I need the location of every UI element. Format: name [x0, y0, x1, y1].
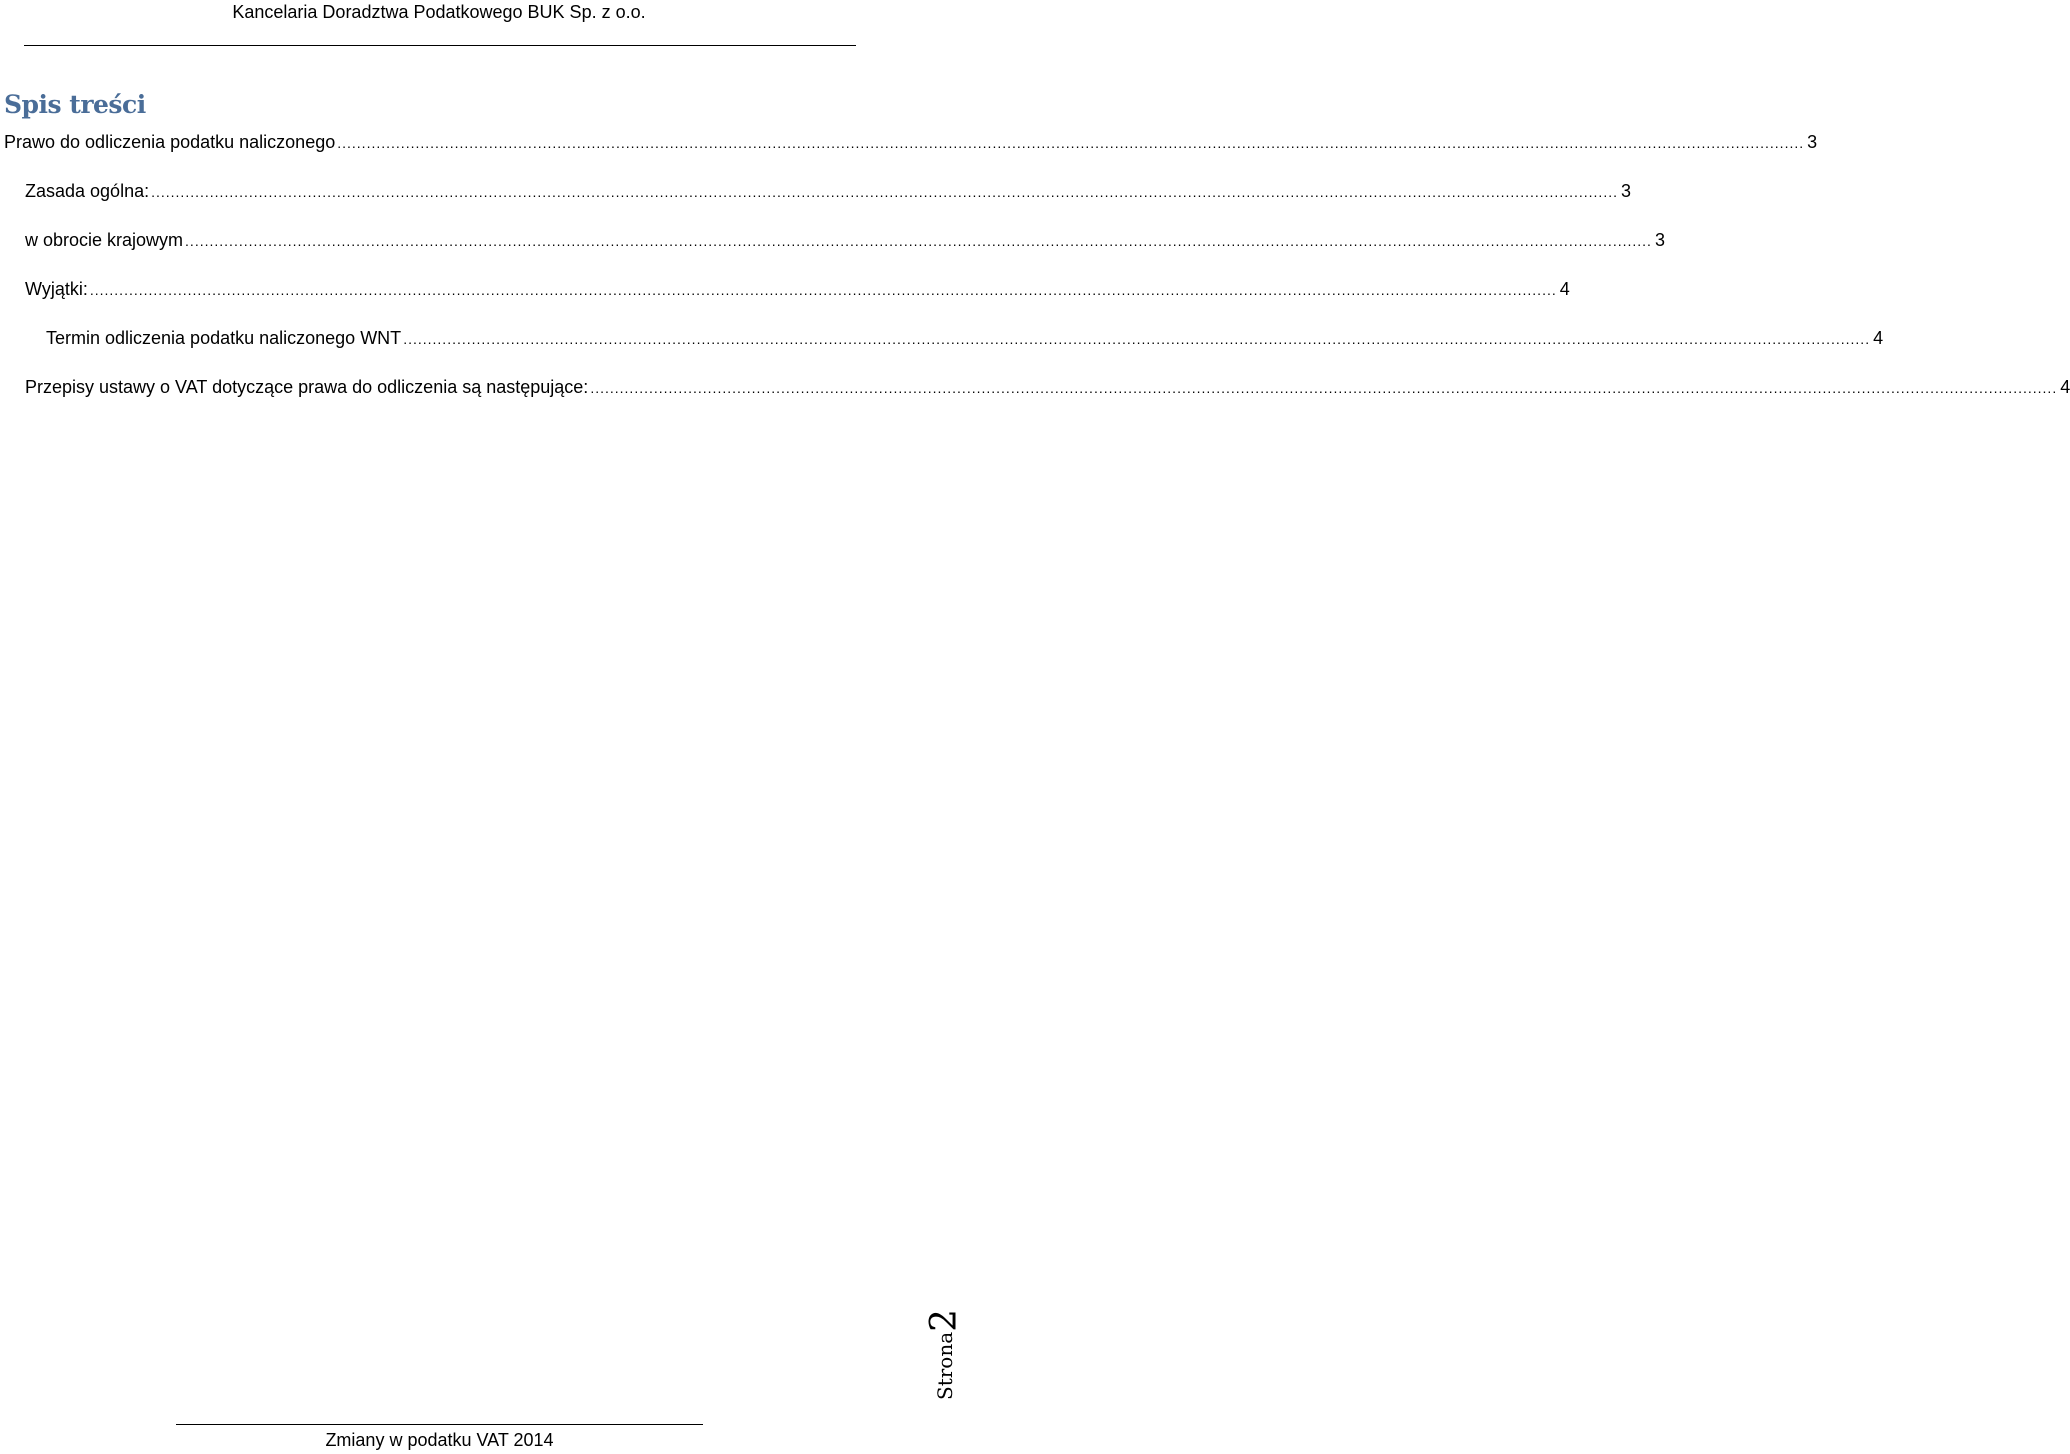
footer-rule — [176, 1424, 703, 1425]
toc-entry[interactable] — [25, 277, 1570, 301]
dot-leader: ............................................................................................................................................................................................................................................................................................................ — [185, 233, 1652, 249]
header-rule — [24, 45, 856, 46]
dot-leader: ............................................................................................................................................................................................................................................................................................................ — [590, 380, 2058, 396]
toc-entry-text: Wyjątki: — [25, 279, 88, 299]
toc-entry-text: Termin odliczenia podatku naliczonego WNT — [46, 328, 402, 348]
toc-entry[interactable] — [46, 326, 1884, 350]
dot-leader: ............................................................................................................................................................................................................................................................................................................ — [89, 282, 1557, 298]
toc-entry[interactable] — [4, 130, 1818, 154]
toc-entry[interactable] — [25, 228, 1665, 252]
toc-entry-text: Prawo do odliczenia podatku naliczonego — [4, 132, 336, 152]
dot-leader: ............................................................................................................................................................................................................................................................................................................ — [151, 184, 1618, 200]
dot-leader: ............................................................................................................................................................................................................................................................................................................ — [403, 331, 1871, 347]
toc-entry-page: 4 — [2060, 377, 2070, 397]
toc-entry-page: 4 — [1559, 279, 1570, 299]
toc-entry-text: Przepisy ustawy o VAT dotyczące prawa do odliczenia są następujące: — [25, 377, 589, 397]
page-header: Kancelaria Doradztwa Podatkowego BUK Sp. z o.o. — [232, 2, 646, 22]
toc-entry-text: w obrocie krajowym — [25, 230, 184, 250]
toc-entry[interactable] — [25, 179, 1632, 203]
toc-entry-page: 3 — [1654, 230, 1665, 250]
toc-entry[interactable] — [25, 375, 2070, 399]
toc-entry-page: 3 — [1807, 132, 1818, 152]
toc-title: Spis treści — [4, 90, 146, 119]
page-number — [924, 1300, 965, 1400]
toc-entry-page: 3 — [1621, 181, 1632, 201]
dot-leader: ............................................................................................................................................................................................................................................................................................................ — [337, 135, 1805, 151]
page-number-value: 2 — [924, 1308, 965, 1332]
toc-entry-text: Zasada ogólna: — [25, 181, 150, 201]
page-number-label: Strona — [933, 1331, 957, 1400]
page-footer: Zmiany w podatku VAT 2014 — [325, 1430, 554, 1450]
toc-entry-page: 4 — [1873, 328, 1884, 348]
